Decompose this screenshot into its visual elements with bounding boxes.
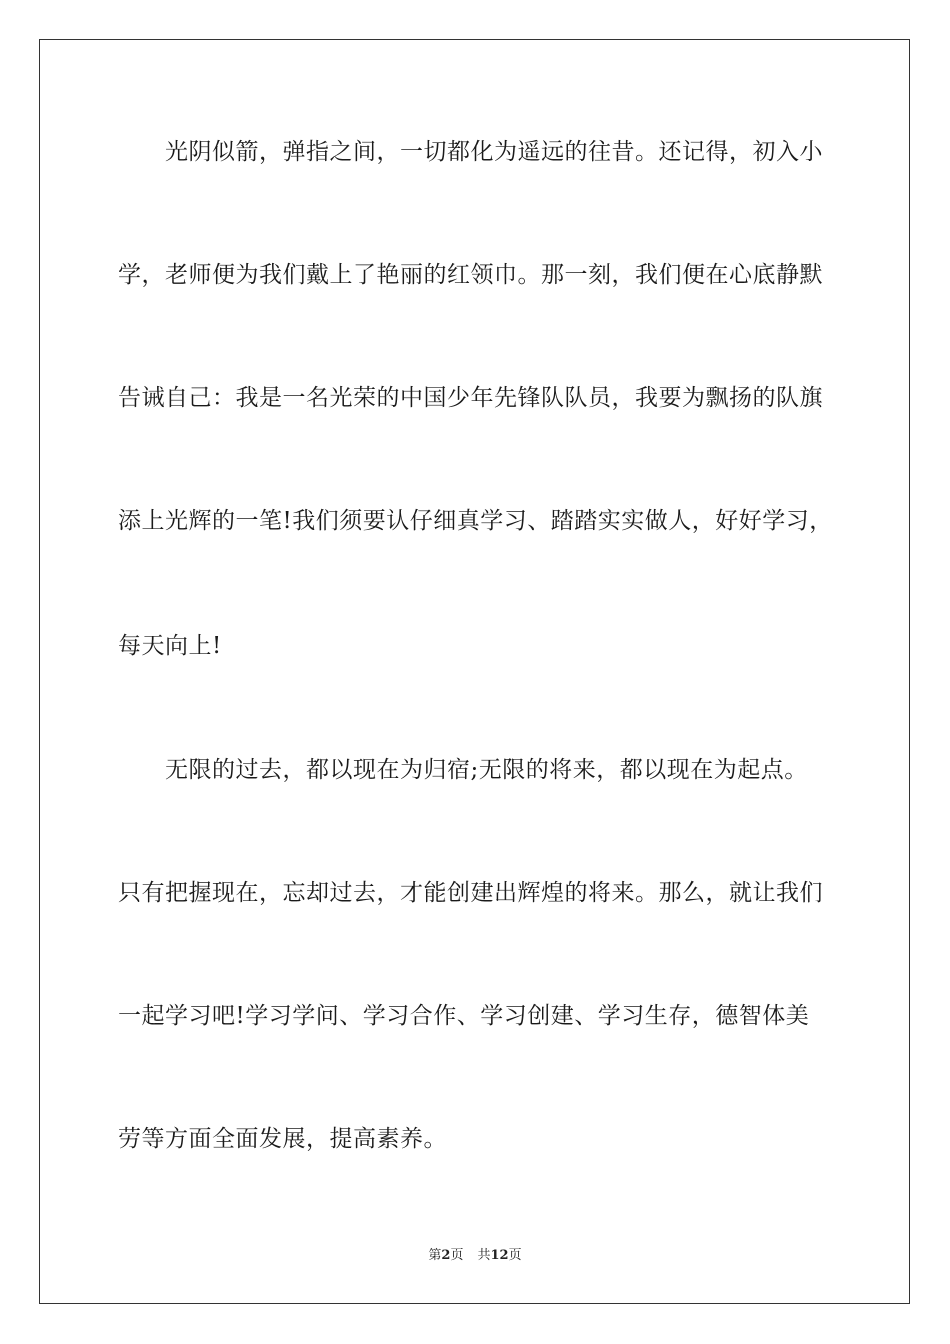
- page-border: [39, 39, 910, 1304]
- paragraph-1-line-4: 添上光辉的一笔!我们须要认仔细真学习、踏踏实实做人，好好学习，: [118, 508, 833, 534]
- paragraph-1-line-2: 学，老师便为我们戴上了艳丽的红领巾。那一刻，我们便在心底静默: [118, 262, 823, 288]
- paragraph-2-line-2: 只有把握现在，忘却过去，才能创建出辉煌的将来。那么，就让我们: [118, 880, 823, 906]
- paragraph-2-line-1: 无限的过去，都以现在为归宿;无限的将来，都以现在为起点。: [165, 757, 808, 783]
- total-pages: 12: [490, 1248, 509, 1263]
- page-suffix: 页: [450, 1248, 464, 1263]
- page-number: 2: [441, 1248, 451, 1263]
- paragraph-1-line-3: 告诫自己：我是一名光荣的中国少年先锋队队员，我要为飘扬的队旗: [118, 385, 823, 411]
- page-footer: [0, 1247, 950, 1265]
- paragraph-2-line-3: 一起学习吧!学习学问、学习合作、学习创建、学习生存，德智体美: [118, 1003, 810, 1029]
- total-suffix: 页: [508, 1248, 522, 1263]
- paragraph-1-line-1: 光阴似箭，弹指之间，一切都化为遥远的往昔。还记得，初入小: [165, 139, 823, 165]
- paragraph-1-line-5: 每天向上!: [118, 633, 222, 659]
- paragraph-2-line-4: 劳等方面全面发展，提高素养。: [118, 1126, 447, 1152]
- page-prefix: 第: [428, 1248, 442, 1263]
- total-prefix: 共: [477, 1248, 491, 1263]
